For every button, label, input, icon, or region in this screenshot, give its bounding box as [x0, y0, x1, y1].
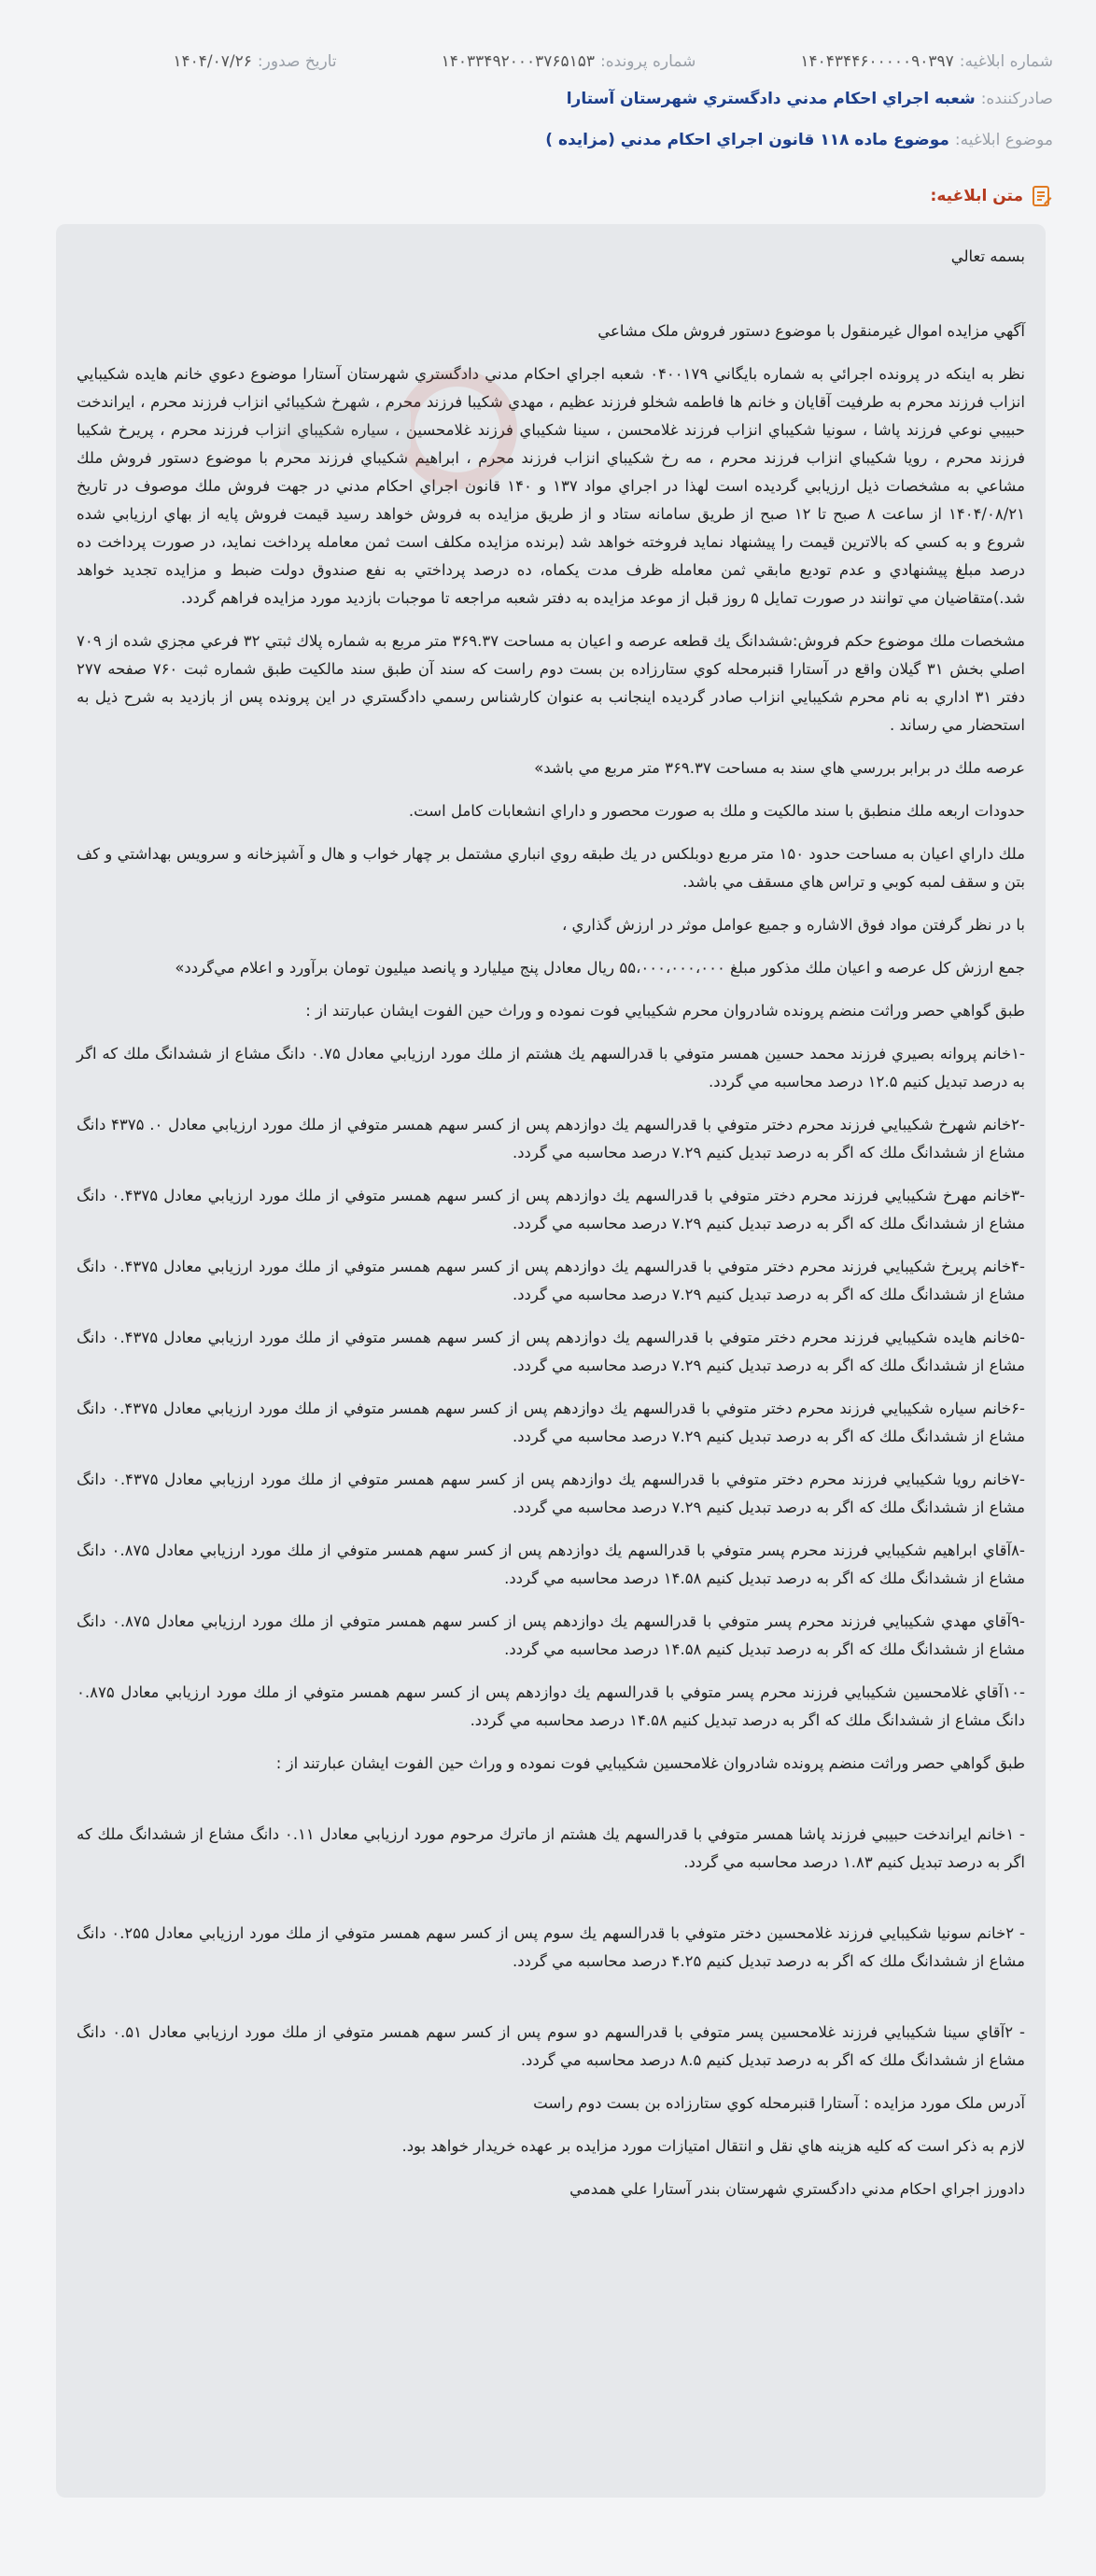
notice-paragraph — [77, 1991, 1025, 2019]
notice-number-group — [800, 52, 1053, 71]
case-number-label: شماره پرونده: — [600, 52, 696, 71]
paragraph-list — [77, 317, 1025, 2203]
subject-row — [56, 131, 1053, 149]
notice-paragraph: - ۱خانم ايراندخت حبيبي فرزند پاشا همسر متوفي با قدرالسهم يك هشتم از ماترك مرحوم مورد ارزيابي معادل ۰.۱۱ دانگ مشاع از ششدانگ ملك كه اگر به درصد تبديل كنيم ۱.۸۳ درصد محاسبه مي گردد. — [77, 1825, 1025, 1871]
notice-paragraph: - ۲آقاي سينا شكيبايي فرزند غلامحسين پسر متوفي با قدرالسهم دو سوم پس از كسر سهم همسر متوفي از ملك مورد ارزيابي معادل ۰.۵۱ دانگ مشاع از ششدانگ ملك كه اگر به درصد تبديل كنيم ۸.۵ درصد محاسبه مي گردد. — [77, 2023, 1026, 2069]
notice-paragraph: -۹آقاي مهدي شكيبايي فرزند محرم پسر متوفي با قدرالسهم يك دوازدهم پس از كسر سهم همسر متوفي از ملك مورد ارزيابي معادل ۰.۸۷۵ دانگ مشاع از ششدانگ ملك كه اگر به درصد تبديل كنيم ۱۴.۵۸ درصد محاسبه مي گردد. — [77, 1612, 1025, 1658]
document-icon — [1031, 185, 1053, 207]
case-number-value: ۱۴۰۳۳۴۹۲۰۰۰۳۷۶۵۱۵۳ — [441, 52, 596, 71]
notice-paragraph: مشخصات ملك موضوع حكم فروش:ششدانگ يك قطعه عرصه و اعيان به مساحت ۳۶۹.۳۷ متر مربع به شماره پلاك ثبتي ۳۲ فرعي مجزي شده از ۷۰۹ اصلي بخش ۳۱ گيلان واقع در آستارا قنبرمحله كوي ستارزاده بن بست دوم راست كه سند آن طبق سند مالكيت طبق شماره ثبت ۷۶۰ صفحه ۲۷۷ دفتر ۳۱ اداري به نام محرم شكيبايي انزاب صادر گرديده اينجانب به عنوان كارشناس رسمي دادگستري در اين پرونده پس از بازديد به شرح ذيل به استحضار مي رساند . — [77, 632, 1026, 734]
notice-paragraph: - ۲خانم سونيا شكيبايي فرزند غلامحسين دختر متوفي با قدرالسهم يك سوم پس از كسر سهم همسر متوفي از ملك مورد ارزيابي معادل ۰.۲۵۵ دانگ مشاع از ششدانگ ملك كه اگر به درصد تبديل كنيم ۴.۲۵ درصد محاسبه مي گردد. — [77, 1924, 1025, 1970]
notice-paragraph: نظر به اينكه در پرونده اجرائي به شماره بايگاني ۰۴۰۰۱۷۹ شعبه اجراي احكام مدني دادگستري شهرستان آستارا موضوع دعوي خانم هايده شكيبايي انزاب فرزند محرم به طرفيت آقايان و خانم ها فاطمه شخلو فرزند عظيم ، مهدي شكيبا فرزند محرم ، شهرخ شكيبائي انزاب فرزند محرم ، ايراندخت حبيبي نوعي فرزند پاشا ، سونيا شكيباي انزاب فرزند غلامحسن ، سينا شكيباي فرزند غلامحسين ، سياره شكيباي انزاب فرزند محرم ، پريرخ شكيبا فرزند محرم ، رويا شكيباي انزاب فرزند محرم ، مه رخ شكيباي انزاب فرزند محرم ، ابراهيم شكيباي فرزند محرم با موضوع دستور فروش ملك مشاعي به مشخصات ذيل ارزيابي گرديده است لهذا در اجراي مواد ۱۳۷ و ۱۴۰ قانون اجراي احكام مدني در جهت فروش ملك موصوف در تاريخ ۱۴۰۴/۰۸/۲۱ از ساعت ۸ صبح تا ۱۲ صبح از طريق سامانه ستاد و از طريق مزايده به فروش خواهد رسيد قيمت فروش پايه از بهاي ارزيابي شده شروع و به كسي كه بالاترين قيمت را پيشنهاد نمايد فروخته خواهد شد (برنده مزايده مكلف است ثمن معامله پرداخت نمايد، در صورت پرداخت ده درصد مبلغ پيشنهادي و عدم توديع مابقي ثمن معامله ظرف مدت يكماه، ده درصد پرداختي به نفع صندوق دولت ضبط و مزايده تجديد خواهد شد.)متقاضيان مي توانند در صورت تمايل ۵ روز قبل از موعد مزايده به دفتر شعبه مراجعه تا موجبات بازديد مورد مزايده فراهم گردد. — [77, 365, 1026, 607]
notice-paragraph: -۳خانم مهرخ شكيبايي فرزند محرم دختر متوفي با قدرالسهم يك دوازدهم پس از كسر سهم همسر متوفي از ملك مورد ارزيابي معادل ۰.۴۳۷۵ دانگ مشاع از ششدانگ ملك كه اگر به درصد تبديل كنيم ۷.۲۹ درصد محاسبه مي گردد. — [77, 1187, 1025, 1232]
subject-label: موضوع ابلاغيه: — [954, 131, 1053, 149]
issuer-row — [56, 90, 1053, 108]
notice-body — [56, 224, 1046, 2498]
case-number-group — [442, 52, 696, 71]
notice-paragraph — [77, 1793, 1025, 1821]
notice-paragraph: طبق گواهي حصر وراثت منضم پرونده شادروان غلامحسين شكيبايي فوت نموده و وراث حين الفوت ايشان عبارتند از : — [275, 1754, 1025, 1772]
issuer-label: صادرکننده: — [980, 90, 1053, 108]
notice-paragraph: -۱خانم پروانه بصيري فرزند محمد حسين همسر متوفي با قدرالسهم يك هشتم از ملك مورد ارزيابي معادل ۰.۷۵ دانگ مشاع از ششدانگ ملك كه اگر به درصد تبديل كنيم ۱۲.۵ درصد محاسبه مي گردد. — [77, 1045, 1025, 1091]
section-title — [931, 185, 1053, 207]
notice-paragraph: -۶خانم سياره شكيبايي فرزند محرم دختر متوفي با قدرالسهم يك دوازدهم پس از كسر سهم همسر متوفي از ملك مورد ارزيابي معادل ۰.۴۳۷۵ دانگ مشاع از ششدانگ ملك كه اگر به درصد تبديل كنيم ۷.۲۹ درصد محاسبه مي گردد. — [77, 1400, 1025, 1445]
notice-paragraph: لازم به ذكر است كه كليه هزينه هاي نقل و انتقال امتيازات مورد مزايده بر عهده خريدار خواهد بود. — [401, 2137, 1025, 2155]
notice-paragraph: -۴خانم پريرخ شكيبايي فرزند محرم دختر متوفي با قدرالسهم يك دوازدهم پس از كسر سهم همسر متوفي از ملك مورد ارزيابي معادل ۰.۴۳۷۵ دانگ مشاع از ششدانگ ملك كه اگر به درصد تبديل كنيم ۷.۲۹ درصد محاسبه مي گردد. — [77, 1258, 1025, 1303]
notice-paragraph: آگهي مزايده اموال غيرمنقول با موضوع دستور فروش ملک مشاعي — [597, 322, 1025, 340]
notice-paragraph: حدودات اربعه ملك منطبق با سند مالكيت و ملك به صورت محصور و داراي انشعابات كامل است. — [408, 802, 1025, 820]
notice-paragraph: -۱۰آقاي غلامحسين شكيبايي فرزند محرم پسر متوفي با قدرالسهم يك دوازدهم پس از كسر سهم همسر متوفي از ملك مورد ارزيابي معادل ۰.۸۷۵ دانگ مشاع از ششدانگ ملك كه اگر به درصد تبديل كنيم ۱۴.۵۸ درصد محاسبه مي گردد. — [77, 1683, 1025, 1729]
notice-paragraph: عرصه ملك در برابر بررسي هاي سند به مساحت ۳۶۹.۳۷ متر مربع مي باشد» — [534, 759, 1025, 777]
notice-paragraph: جمع ارزش كل عرصه و اعيان ملك مذكور مبلغ ۵۵،۰۰۰،۰۰۰،۰۰۰ ريال معادل پنج ميلیارد و پانصد ميليون تومان برآورد و اعلام مي‌گردد» — [175, 959, 1025, 977]
notice-number-value: ۱۴۰۴۳۴۴۶۰۰۰۰۰۹۰۳۹۷ — [800, 52, 954, 71]
issue-date-group — [173, 52, 336, 71]
notice-paragraph: با در نظر گرفتن مواد فوق الاشاره و جميع عوامل موثر در ارزش گذاري ، — [561, 916, 1025, 934]
issue-date-label: تاريخ صدور: — [257, 52, 337, 71]
notice-paragraph: -۷خانم رويا شكيبايي فرزند محرم دختر متوفي با قدرالسهم يك دوازدهم پس از كسر سهم همسر متوفي از ملك مورد ارزيابي معادل ۰.۴۳۷۵ دانگ مشاع از ششدانگ ملك كه اگر به درصد تبديل كنيم ۷.۲۹ درصد محاسبه مي گردد. — [77, 1471, 1025, 1516]
notice-number-label: شماره ابلاغيه: — [959, 52, 1053, 71]
issuer-value: شعبه اجراي احكام مدني دادگستري شهرستان آستارا — [566, 90, 976, 108]
notice-paragraph: طبق گواهي حصر وراثت منضم پرونده شادروان محرم شكيبايي فوت نموده و وراث حين الفوت ايشان عبارتند از : — [305, 1002, 1025, 1020]
notice-paragraph — [77, 1892, 1025, 1920]
notice-paragraph: -۸آقاي ابراهيم شكيبايي فرزند محرم پسر متوفي با قدرالسهم يك دوازدهم پس از كسر سهم همسر متوفي از ملك مورد ارزيابي معادل ۰.۸۷۵ دانگ مشاع از ششدانگ ملك كه اگر به درصد تبديل كنيم ۱۴.۵۸ درصد محاسبه مي گردد. — [77, 1541, 1025, 1587]
issue-date-value: ۱۴۰۴/۰۷/۲۶ — [173, 52, 252, 71]
subject-value: موضوع ماده ۱۱۸ قانون اجراي احكام مدني (مزايده ) — [545, 131, 949, 149]
notice-paragraph: -۲خانم شهرخ شكيبايي فرزند محرم دختر متوفي با قدرالسهم يك دوازدهم پس از كسر سهم همسر متوفي از ملك مورد ارزيابي معادل ۰. ۴۳۷۵ دانگ مشاع از ششدانگ ملك كه اگر به درصد تبديل كنيم ۷.۲۹ درصد محاسبه مي گردد. — [77, 1116, 1025, 1161]
notice-paragraph: ملك داراي اعيان به مساحت حدود ۱۵۰ متر مربع دوبلكس در يك طبقه روي انباري مشتمل بر چهار خواب و هال و آشپزخانه و سرويس بهداشتي و كف بتن و سقف لمبه كوبي و تراس هاي مسقف مي باشد. — [77, 845, 1025, 891]
section-title-text: متن ابلاغيه: — [930, 187, 1023, 205]
notice-paragraph: آدرس ملک مورد مزايده : آستارا قنبرمحله كوي ستارزاده بن بست دوم راست — [533, 2094, 1025, 2112]
greeting: بسمه تعالي — [950, 247, 1025, 265]
header-meta-row — [56, 52, 1053, 71]
notice-paragraph: -۵خانم هايده شكيبايي فرزند محرم دختر متوفي با قدرالسهم يك دوازدهم پس از كسر سهم همسر متوفي از ملك مورد ارزيابي معادل ۰.۴۳۷۵ دانگ مشاع از ششدانگ ملك كه اگر به درصد تبديل كنيم ۷.۲۹ درصد محاسبه مي گردد. — [77, 1329, 1025, 1374]
notice-paragraph: دادورز اجراي احكام مدني دادگستري شهرستان بندر آستارا علي همدمي — [569, 2180, 1025, 2198]
